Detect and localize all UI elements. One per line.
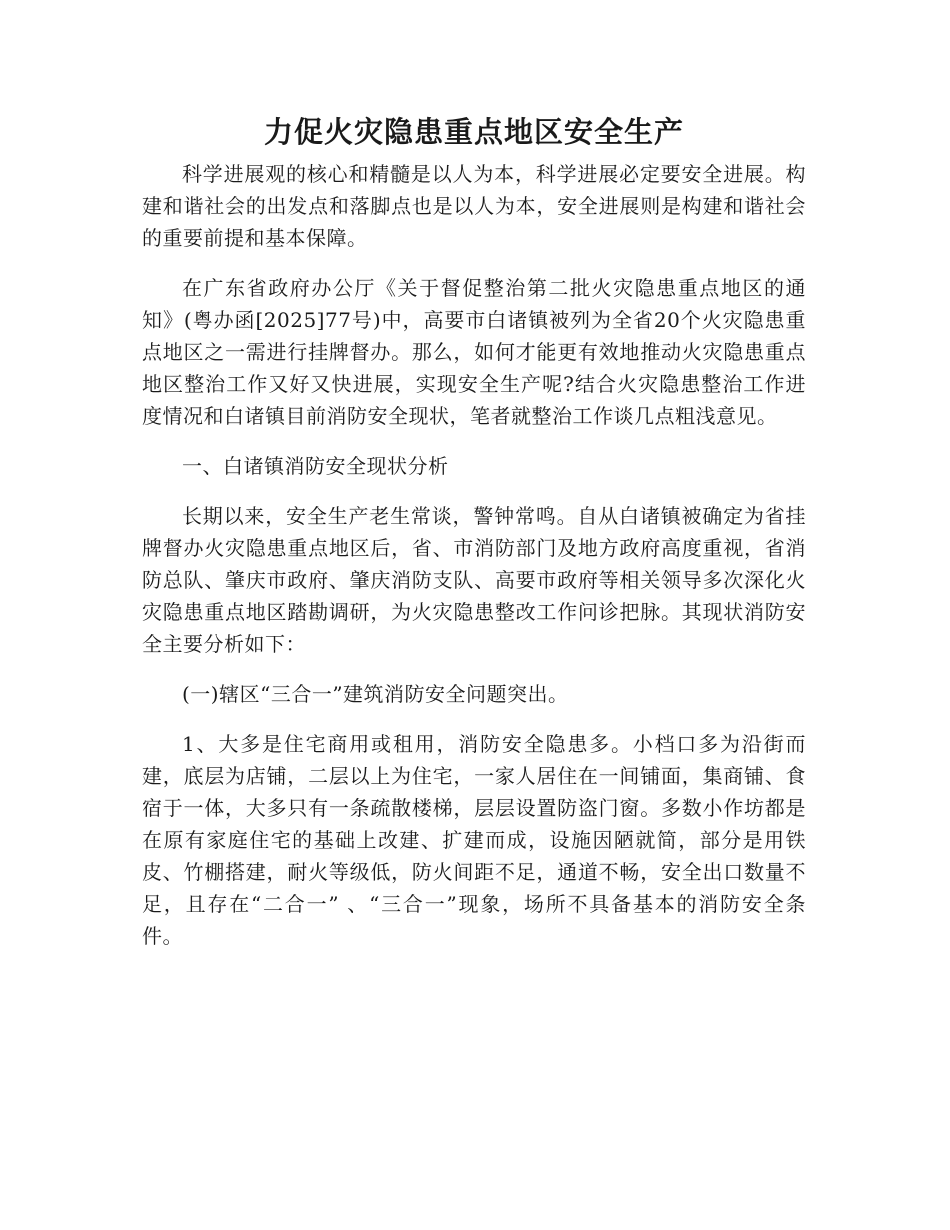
paragraph-status-overview: 长期以来，安全生产老生常谈，警钟常鸣。自从白诸镇被确定为省挂牌督办火灾隐患重点地区后，省、市消防部门及地方政府高度重视，省消防总队、肇庆市政府、肇庆消防支队、高要市政府等相关领导多次深化火灾隐患重点地区踏勘调研，为火灾隐患整改工作问诊把脉。其现状消防安全主要分析如下： bbox=[142, 504, 806, 656]
paragraph-intro: 科学进展观的核心和精髓是以人为本，科学进展必定要安全进展。构建和谐社会的出发点和落脚点也是以人为本，安全进展则是构建和谐社会的重要前提和基本保障。 bbox=[142, 162, 806, 250]
paragraph-point-1: 1、大多是住宅商用或租用，消防安全隐患多。小档口多为沿街而建，底层为店铺，二层以上为住宅，一家人居住在一间铺面，集商铺、食宿于一体，大多只有一条疏散楼梯，层层设置防盗门窗。多数小作坊都是在原有家庭住宅的基础上改建、扩建而成，设施因陋就简，部分是用铁皮、竹棚搭建，耐火等级低，防火间距不足，通道不畅，安全出口数量不足，且存在“二合一” 、“三合一”现象，场所不具备基本的消防安全条件。 bbox=[142, 732, 806, 948]
subsection-heading-three-in-one: (一)辖区“三合一”建筑消防安全问题突出。 bbox=[182, 682, 569, 706]
paragraph-notice: 在广东省政府办公厅《关于督促整治第二批火灾隐患重点地区的通知》(粤办函[2025]77号)中，高要市白诸镇被列为全省20个火灾隐患重点地区之一需进行挂牌督办。那么，如何才能更有效地推动火灾隐患重点地区整治工作又好又快进展，实现安全生产呢?结合火灾隐患整治工作进度情况和白诸镇目前消防安全现状，笔者就整治工作谈几点粗浅意见。 bbox=[142, 276, 806, 428]
document-title: 力促火灾隐患重点地区安全生产 bbox=[263, 115, 684, 149]
document-body bbox=[142, 112, 806, 970]
section-heading-status-analysis: 一、白诸镇消防安全现状分析 bbox=[182, 454, 449, 478]
